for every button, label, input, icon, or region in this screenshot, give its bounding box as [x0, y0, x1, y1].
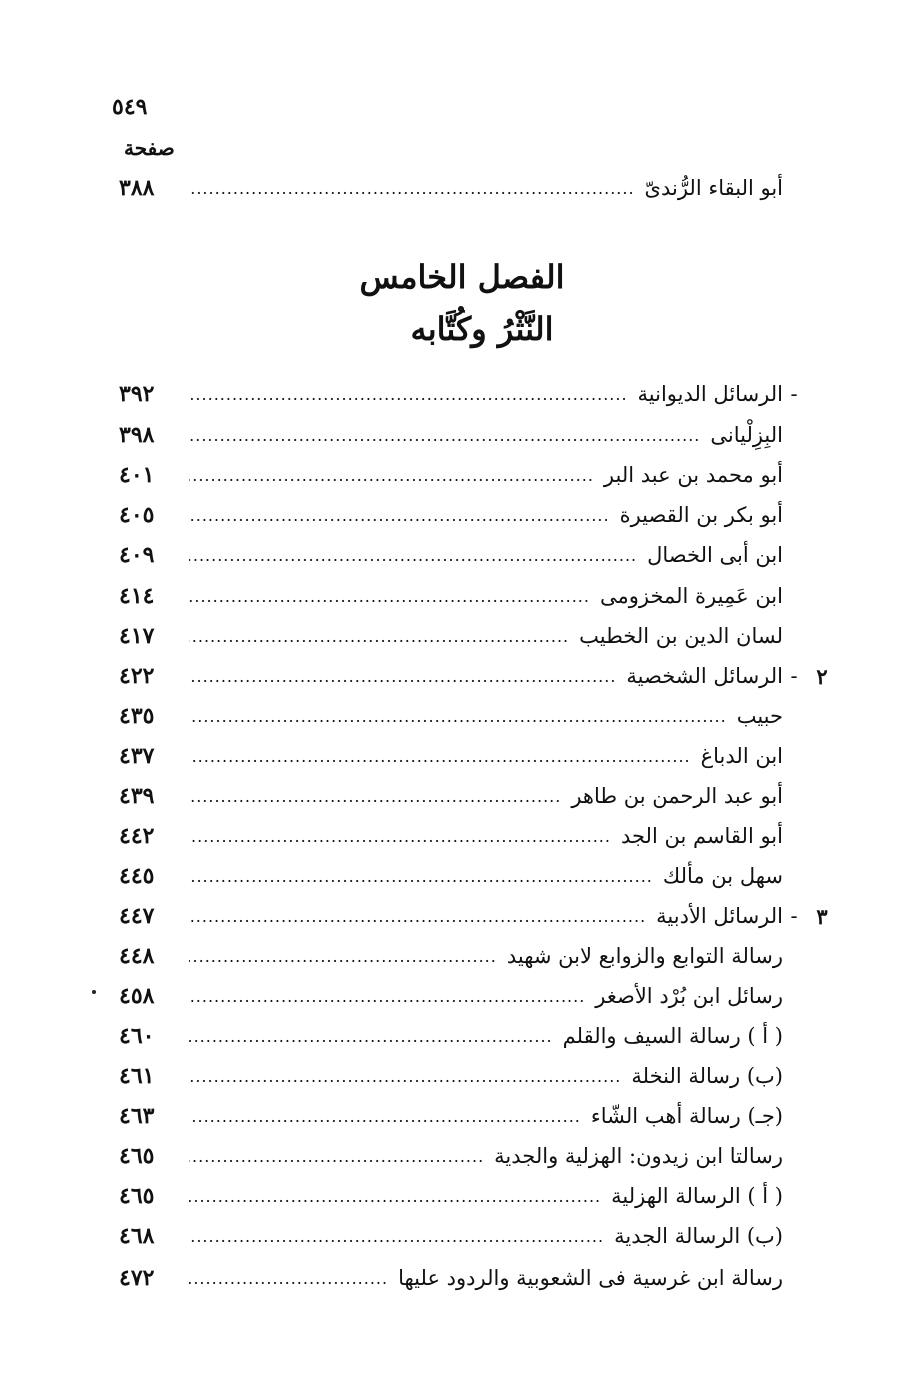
toc-entry	[119, 816, 839, 856]
entry-dash: -	[790, 664, 798, 688]
leader-dots	[189, 1147, 484, 1166]
entry-title: البِزِلْيانى	[710, 423, 783, 447]
entry-title: رسائل ابن بُرْد الأصغر	[595, 984, 783, 1008]
entry-title: ( أ ) رسالة السيف والقلم	[562, 1024, 783, 1048]
leader-dots	[189, 787, 561, 806]
toc-entry	[119, 576, 839, 616]
entry-page: ٤٣٥	[119, 703, 155, 729]
entry-number: ٣	[816, 903, 828, 929]
entry-title: الرسائل الشخصية	[626, 664, 783, 688]
entry-title: رسالة التوابع والزوابع لابن شهيد	[506, 944, 783, 968]
entry-page: ٤١٤	[119, 583, 155, 609]
leader-dots	[189, 466, 594, 485]
toc-entry	[119, 1016, 839, 1056]
entry-title: ( أ ) الرسالة الهزلية	[611, 1184, 783, 1208]
entry-title: لسان الدين بن الخطيب	[579, 624, 783, 648]
toc-entry	[119, 1096, 839, 1136]
entry-title: أبو البقاء الرُّندىّ	[644, 176, 783, 200]
toc-entry	[119, 1056, 839, 1096]
entry-title: أبو محمد بن عبد البر	[603, 463, 783, 487]
leader-dots	[189, 506, 610, 525]
entry-title: ابن الدباغ	[700, 744, 783, 768]
leader-dots	[189, 667, 616, 686]
entry-page: ٤٠٥	[119, 502, 155, 528]
entry-dash: -	[790, 904, 798, 928]
leader-dots	[189, 627, 569, 646]
ink-speck	[92, 990, 96, 994]
toc-entry	[119, 696, 839, 736]
entry-page: ٤٦١	[119, 1063, 155, 1089]
entry-page: ٤٥٨	[119, 983, 155, 1009]
entry-page: ٣٨٨	[119, 175, 155, 201]
entry-title: ابن عَمِيرة المخزومى	[599, 584, 783, 608]
entry-page: ٤١٧	[119, 623, 155, 649]
page-number: ٥٤٩	[112, 94, 148, 120]
leader-dots	[189, 947, 497, 966]
entry-title: (ب) رسالة النخلة	[631, 1064, 783, 1088]
leader-dots	[189, 1227, 604, 1246]
leader-dots	[189, 1027, 553, 1046]
entry-number: ٢	[816, 663, 828, 689]
chapter-title: الفصل الخامس	[359, 258, 565, 296]
entry-page: ٤٤٧	[119, 903, 155, 929]
entry-title: (جـ) رسالة أهب الشّاء	[590, 1104, 783, 1128]
leader-dots	[189, 747, 691, 766]
leader-dots	[189, 426, 700, 445]
toc-entry	[119, 1258, 839, 1298]
leader-dots	[189, 987, 585, 1006]
toc-entry	[119, 455, 839, 495]
leader-dots	[189, 1107, 581, 1126]
toc-entry	[119, 1136, 839, 1176]
leader-dots	[189, 385, 628, 404]
leader-dots	[189, 827, 611, 846]
entry-page: ٤٦٥	[119, 1183, 155, 1209]
leader-dots	[189, 707, 727, 726]
leader-dots	[189, 1067, 621, 1086]
entry-title: حبيب	[736, 704, 783, 728]
entry-page: ٤٤٥	[119, 863, 155, 889]
toc-entry	[119, 1216, 839, 1256]
entry-page: ٤٦٣	[119, 1103, 155, 1129]
toc-entry	[119, 776, 839, 816]
entry-page: ٤٦٠	[119, 1023, 155, 1049]
entry-page: ٤٤٢	[119, 823, 155, 849]
leader-dots	[189, 867, 653, 886]
leader-dots	[189, 1187, 601, 1206]
entry-page: ٤٦٨	[119, 1223, 155, 1249]
entry-title: (ب) الرسالة الجدية	[614, 1224, 783, 1248]
toc-entry	[119, 415, 839, 455]
entry-title: الرسائل الأدبية	[656, 904, 783, 928]
toc-entry	[119, 1176, 839, 1216]
entry-title: سهل بن مألك	[662, 864, 783, 888]
entry-page: ٤٣٧	[119, 743, 155, 769]
entry-title: رسالتا ابن زيدون: الهزلية والجدية	[494, 1144, 783, 1168]
toc-entry	[119, 168, 839, 208]
toc-entry	[119, 495, 839, 535]
chapter-subtitle: النَّثْرُ وكُتَّابه	[410, 310, 554, 348]
entry-title: رسالة ابن غرسية فى الشعوبية والردود عليها	[398, 1266, 783, 1290]
entry-dash: -	[790, 382, 798, 406]
entry-page: ٤٣٩	[119, 783, 155, 809]
entry-page: ٤٠٩	[119, 542, 155, 568]
toc-entry	[119, 616, 839, 656]
leader-dots	[189, 907, 646, 926]
toc-entry	[119, 374, 839, 414]
toc-entry	[119, 896, 839, 936]
toc-entry	[119, 656, 839, 696]
toc-entry	[119, 936, 839, 976]
entry-title: أبو عبد الرحمن بن طاهر	[571, 784, 783, 808]
entry-title: الرسائل الديوانية	[637, 382, 783, 406]
entry-page: ٤٦٥	[119, 1143, 155, 1169]
page-column-label: صفحة	[124, 136, 175, 160]
leader-dots	[189, 587, 590, 606]
entry-page: ٤٠١	[119, 462, 155, 488]
entry-page: ٣٩٨	[119, 422, 155, 448]
leader-dots	[189, 179, 635, 198]
entry-title: أبو بكر بن القصيرة	[619, 503, 783, 527]
entry-page: ٤٧٢	[119, 1265, 155, 1291]
entry-page: ٤٤٨	[119, 943, 155, 969]
toc-entry	[119, 535, 839, 575]
leader-dots	[189, 546, 637, 565]
toc-entry	[119, 856, 839, 896]
entry-page: ٣٩٢	[119, 381, 155, 407]
toc-entry	[119, 736, 839, 776]
entry-title: أبو القاسم بن الجد	[620, 824, 783, 848]
entry-page: ٤٢٢	[119, 663, 155, 689]
toc-entry	[119, 976, 839, 1016]
entry-title: ابن أبى الخصال	[647, 543, 783, 567]
leader-dots	[189, 1269, 388, 1288]
